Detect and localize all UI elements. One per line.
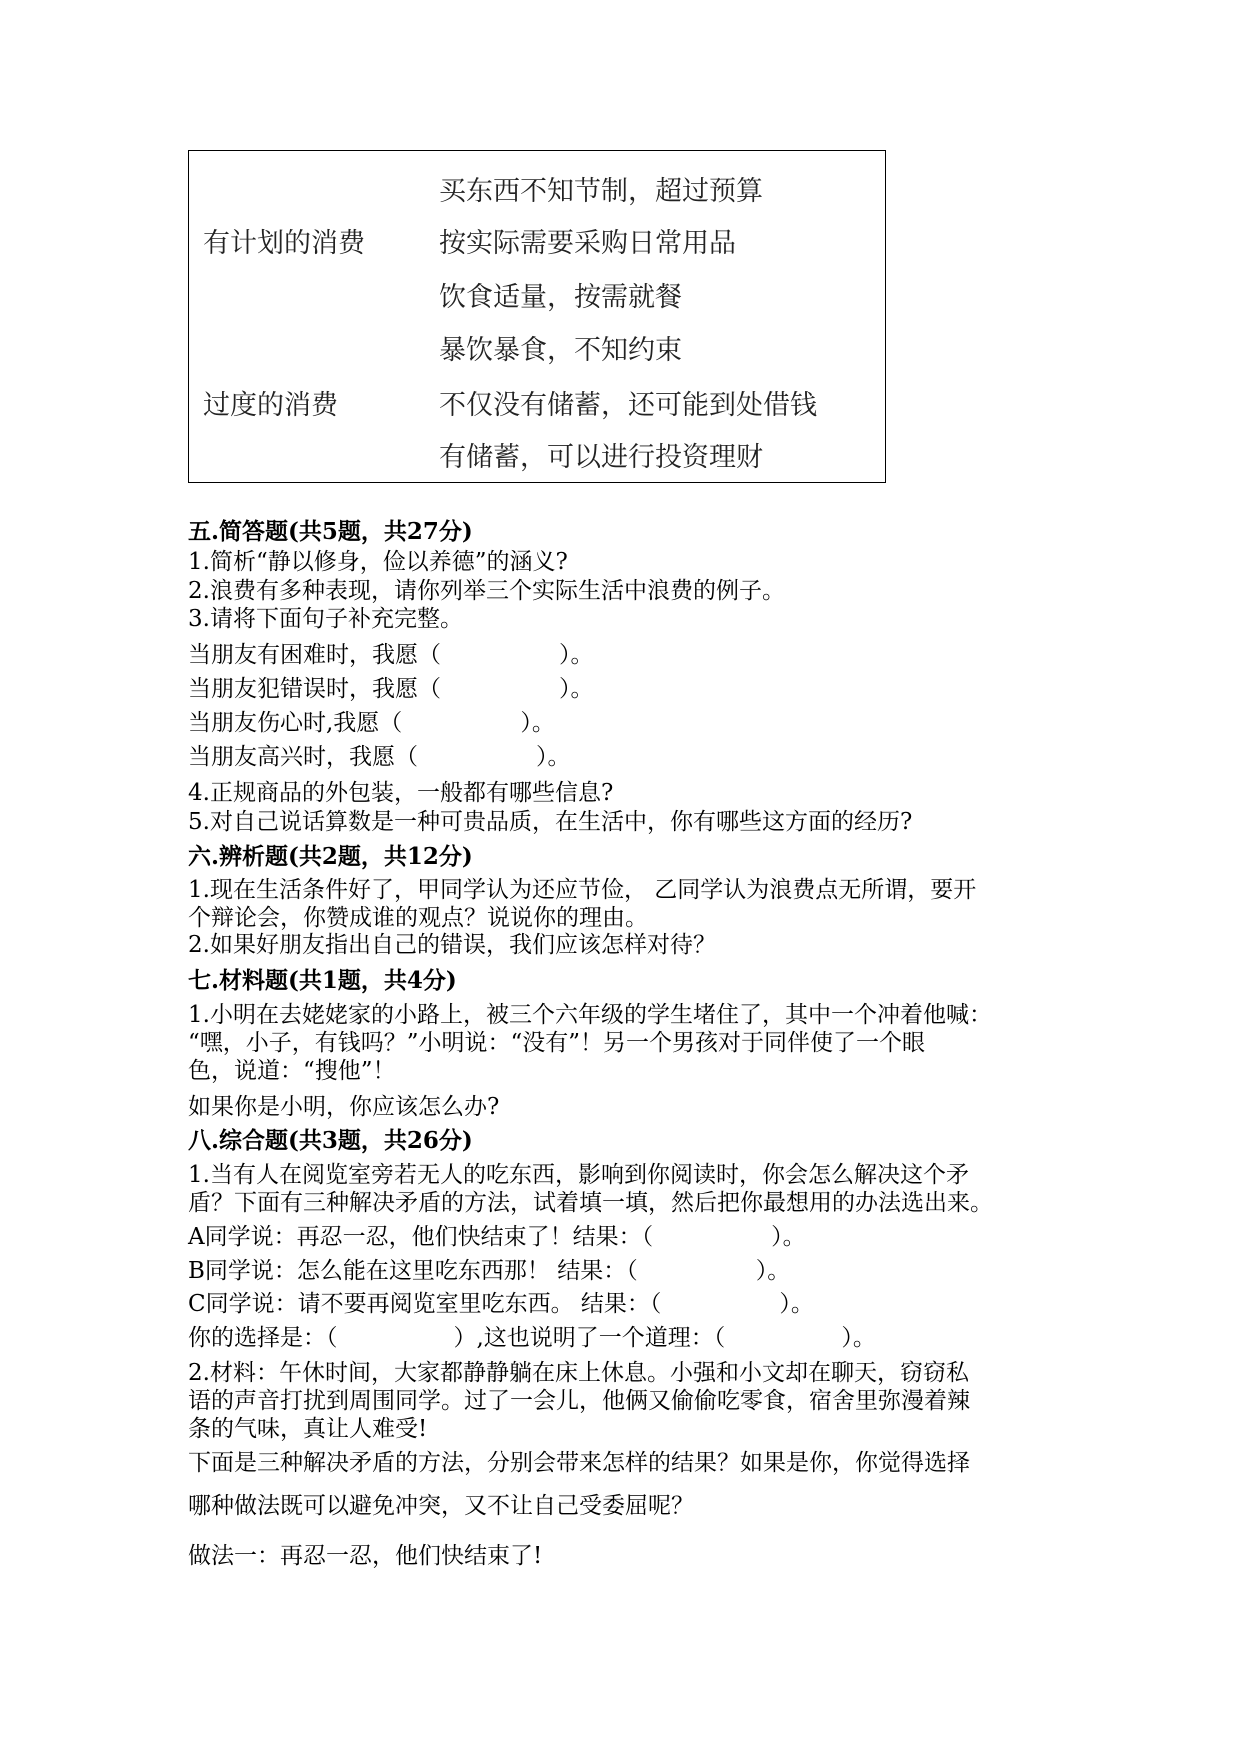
- fill-in-prompt: C同学说：请不要再阅览室里吃东西。 结果：（: [188, 1291, 662, 1317]
- fill-in-line: [188, 1257, 790, 1285]
- match-right-item: 暴饮暴食，不知约束: [439, 335, 682, 366]
- question-text: 2.浪费有多种表现，请你列举三个实际生活中浪费的例子。: [188, 578, 785, 604]
- section-heading: 七.材料题(共1题，共4分): [188, 967, 457, 994]
- fill-in-line: [188, 675, 594, 703]
- question-text: 如果你是小明，你应该怎么办?: [188, 1094, 500, 1120]
- fill-in-prompt: B同学说：怎么能在这里吃东西那！ 结果：（: [188, 1258, 638, 1284]
- fill-in-line: [188, 1223, 806, 1251]
- fill-in-prompt: 当朋友犯错误时，我愿（: [188, 676, 441, 702]
- fill-in-prompt: 当朋友有困难时，我愿（: [188, 642, 441, 668]
- fill-in-close: ）。: [536, 744, 571, 770]
- fill-in-line: [188, 1290, 814, 1318]
- question-text: 下面是三种解决矛盾的方法，分别会带来怎样的结果？如果是你，你觉得选择: [188, 1450, 970, 1476]
- question-text: 个辩论会，你赞成谁的观点？说说你的理由。: [188, 905, 648, 931]
- section-heading: 八.综合题(共3题，共26分): [188, 1127, 473, 1154]
- question-text: 1.当有人在阅览室旁若无人的吃东西，影响到你阅读时，你会怎么解决这个矛: [188, 1162, 969, 1188]
- question-text: 3.请将下面句子补充完整。: [188, 606, 463, 632]
- question-text: 盾？下面有三种解决矛盾的方法，试着填一填，然后把你最想用的办法选出来。: [188, 1190, 993, 1216]
- fill-in-line: [188, 641, 594, 669]
- question-text: 做法一：再忍一忍，他们快结束了!: [188, 1543, 543, 1569]
- question-text: 2.如果好朋友指出自己的错误，我们应该怎样对待？: [188, 932, 716, 958]
- question-text: 哪种做法既可以避免冲突，又不让自己受委屈呢？: [188, 1493, 694, 1519]
- fill-in-close: ）。: [779, 1291, 814, 1317]
- match-left-item: 过度的消费: [203, 390, 338, 421]
- match-right-item: 买东西不知节制，超过预算: [439, 176, 763, 207]
- question-text: 色，说道：“搜他”！: [188, 1058, 396, 1084]
- question-text: 语的声音打扰到周围同学。过了一会儿，他俩又偷偷吃零食，宿舍里弥漫着辣: [188, 1388, 970, 1414]
- question-text: 1.简析“静以修身，俭以养德”的涵义?: [188, 549, 568, 575]
- match-left-item: 有计划的消费: [203, 228, 365, 259]
- matching-table: [188, 150, 886, 483]
- question-text: 1.现在生活条件好了，甲同学认为还应节俭， 乙同学认为浪费点无所谓，要开: [188, 877, 977, 903]
- fill-in-prompt: ）,这也说明了一个道理：（: [453, 1325, 726, 1351]
- match-right-item: 不仅没有储蓄，还可能到处借钱: [439, 390, 817, 421]
- fill-in-line: [188, 743, 571, 771]
- question-text: 2.材料：午休时间，大家都静静躺在床上休息。小强和小文却在聊天，窃窃私: [188, 1360, 969, 1386]
- fill-in-line: [188, 709, 555, 737]
- fill-in-close: ）。: [559, 676, 594, 702]
- section-heading: 六.辨析题(共2题，共12分): [188, 843, 473, 870]
- fill-in-close: ）。: [755, 1258, 791, 1284]
- fill-in-prompt: 当朋友伤心时,我愿（: [188, 710, 403, 736]
- match-right-item: 饮食适量，按需就餐: [439, 282, 682, 313]
- fill-in-line: [188, 1324, 876, 1352]
- question-text: 1.小明在去姥姥家的小路上，被三个六年级的学生堵住了，其中一个冲着他喊：: [188, 1002, 992, 1028]
- question-text: 条的气味，真让人难受!: [188, 1416, 428, 1442]
- question-text: 5.对自己说话算数是一种可贵品质，在生活中，你有哪些这方面的经历?: [188, 809, 913, 835]
- fill-in-prompt: 你的选择是：（: [188, 1325, 338, 1351]
- fill-in-close: ）。: [559, 642, 594, 668]
- fill-in-prompt: A同学说：再忍一忍，他们快结束了！结果：（: [188, 1224, 654, 1250]
- fill-in-close: ）。: [771, 1224, 806, 1250]
- section-heading: 五.简答题(共5题，共27分): [188, 518, 473, 545]
- question-text: “嘿，小子，有钱吗？”小明说：“没有”！另一个男孩对于同伴使了一个眼: [188, 1030, 926, 1056]
- fill-in-close: ）。: [520, 710, 555, 736]
- match-right-item: 有储蓄，可以进行投资理财: [439, 442, 763, 473]
- fill-in-prompt: 当朋友高兴时，我愿（: [188, 744, 418, 770]
- match-right-item: 按实际需要采购日常用品: [439, 228, 736, 259]
- question-text: 4.正规商品的外包装，一般都有哪些信息?: [188, 780, 614, 806]
- fill-in-close: ）。: [841, 1325, 876, 1351]
